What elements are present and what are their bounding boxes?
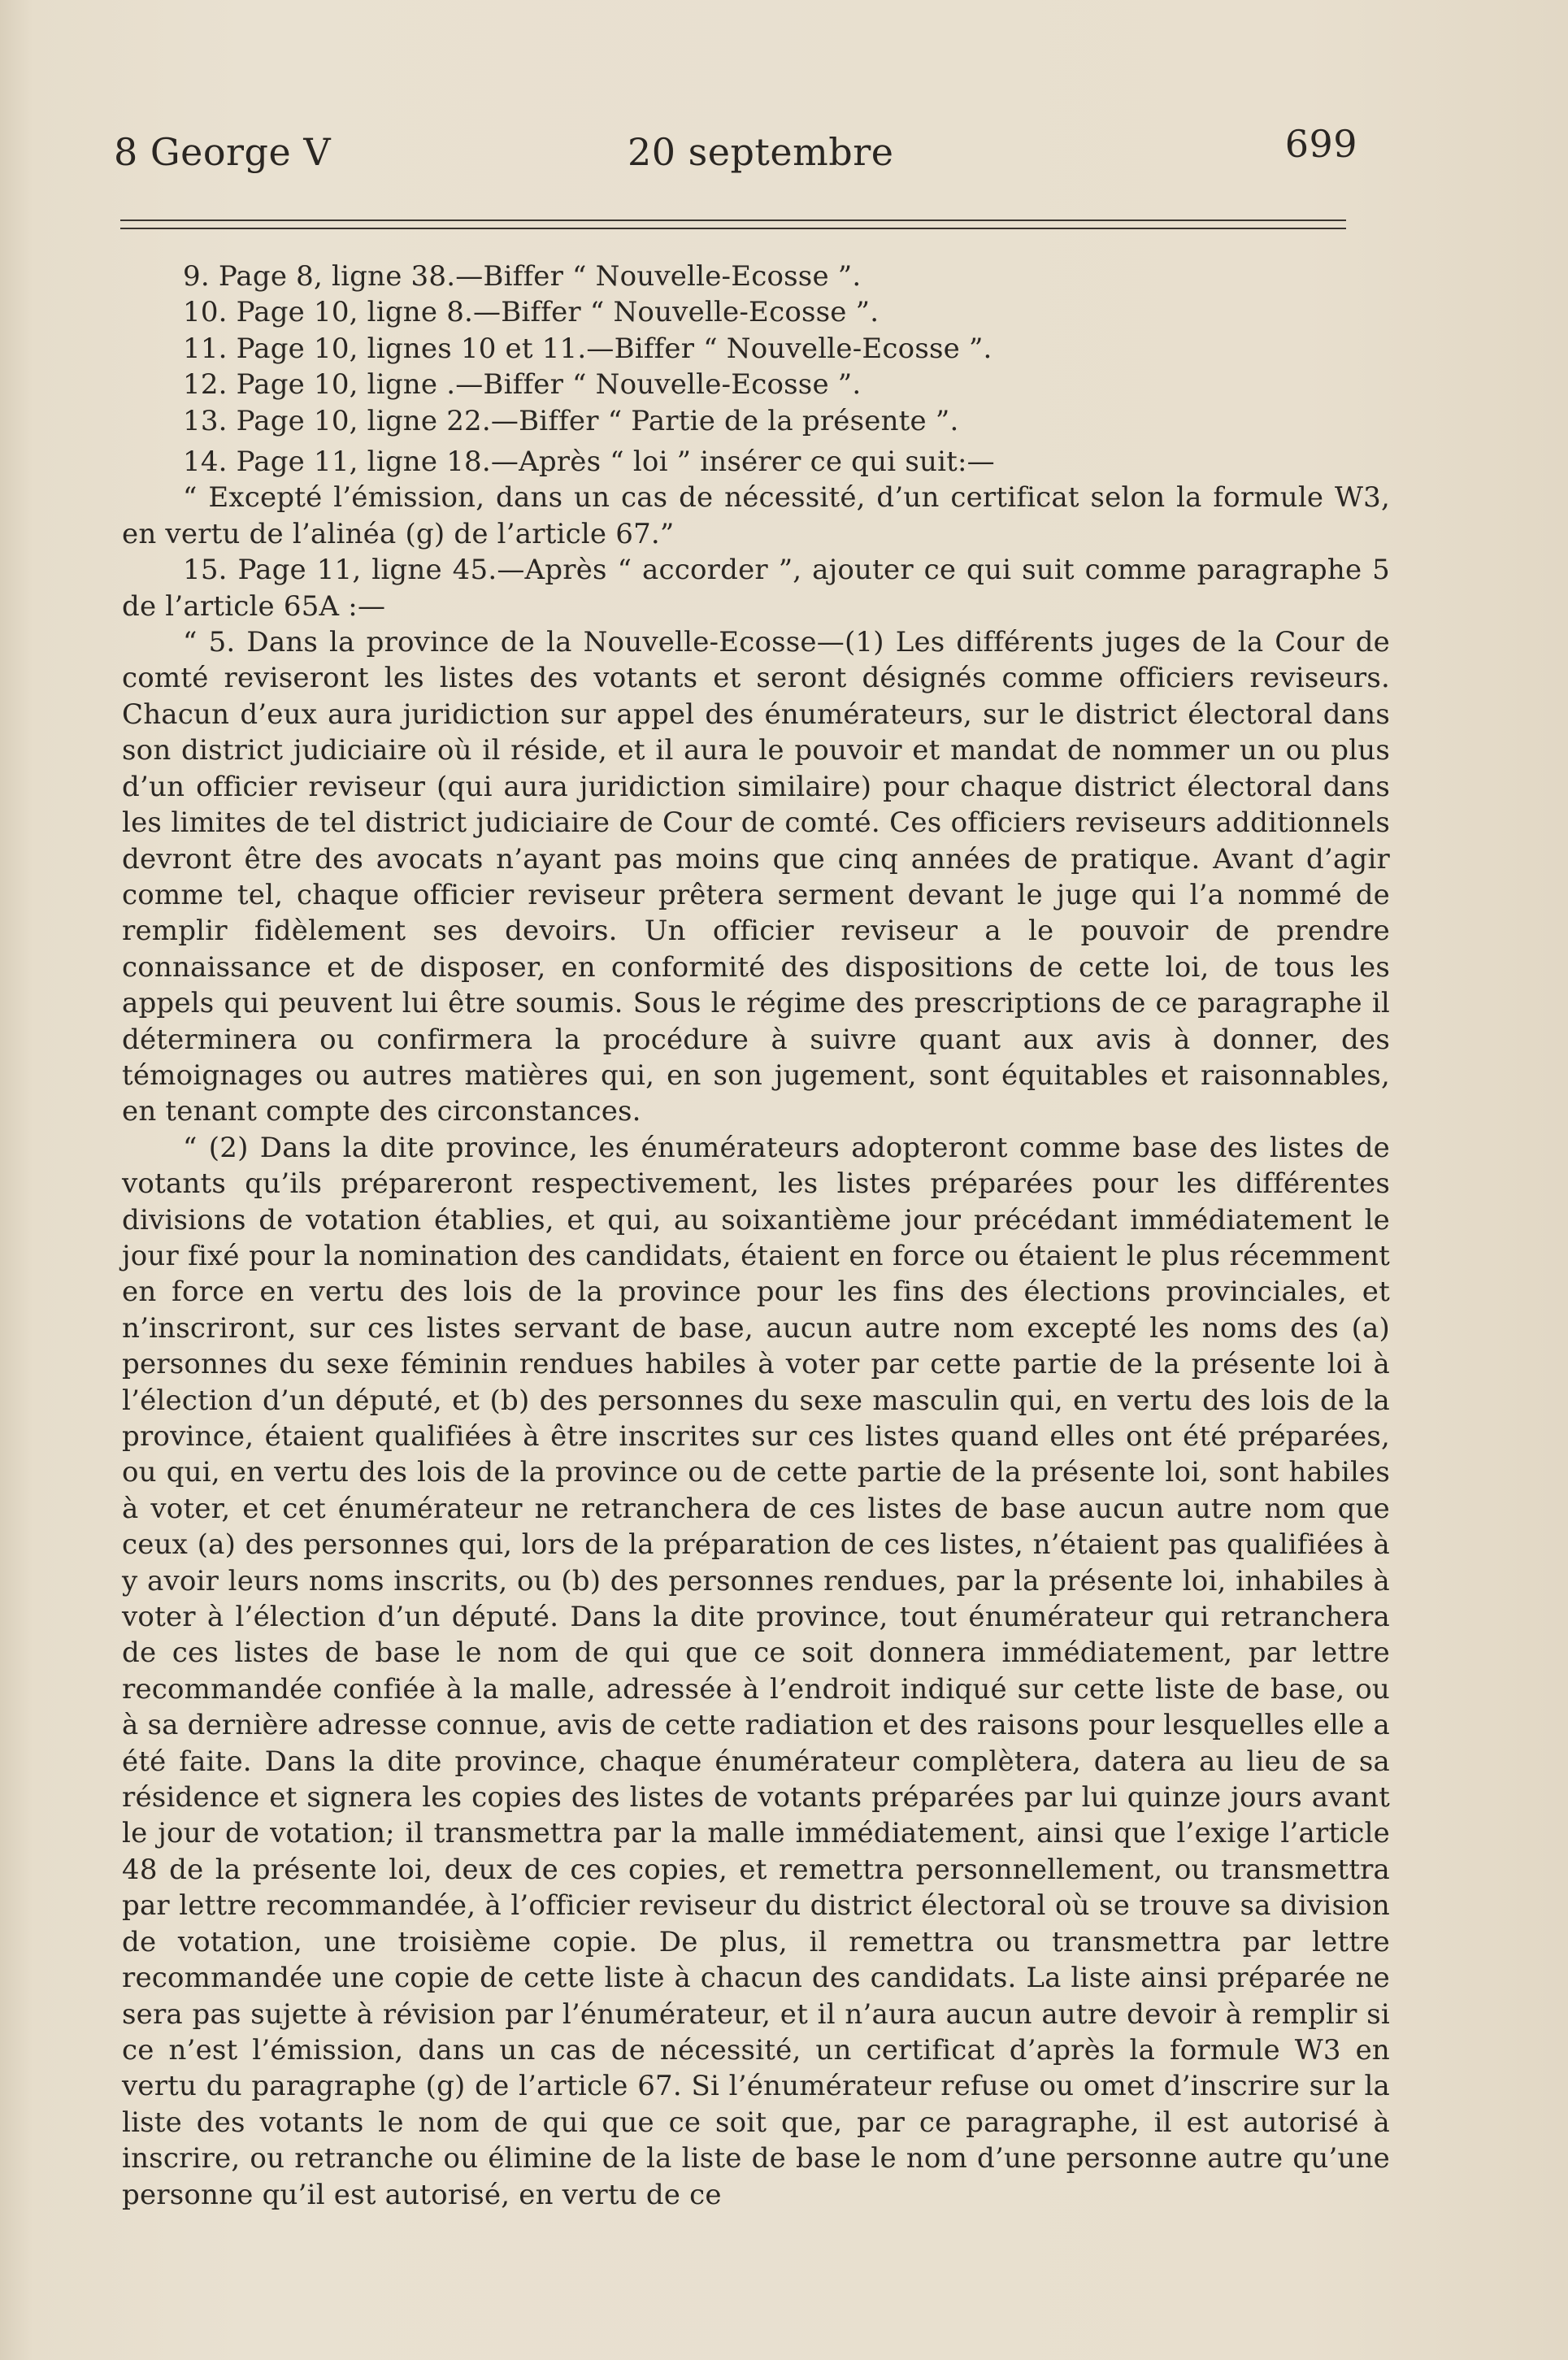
- list-item: 11. Page 10, lignes 10 et 11.—Biffer “ Nouvelle-Ecosse ”.: [183, 332, 992, 365]
- running-head-left: 8 George V: [114, 130, 332, 174]
- page-header: [114, 122, 1357, 195]
- paragraph-5-subsection-2: “ (2) Dans la dite province, les énumérateurs adopteront comme base des listes de votants qu’ils prépareront respectivement, les listes préparées pour les différentes divisions de votation établies, et qui, au soixantième jour précédant immédiatement le jour fixé pour la nomination des candidats, étaient en force ou étaient le plus récemment en force en vertu des lois de la province pour les fins des élections provinciales, et n’inscriront, sur ces listes servant de base, aucun autre nom excepté les noms des (a) personnes du sexe féminin rendues habiles à voter par cette partie de la présente loi à l’élection d’un député, et (b) des personnes du sexe masculin qui, en vertu des lois de la province, étaient qualifiées à être inscrites sur ces listes quand elles ont été préparées, ou qui, en vertu des lois de la province ou de cette partie de la présente loi, sont habiles à voter, et cet énumérateur ne retranchera de ces listes de base aucun autre nom que ceux (a) des personnes qui, lors de la préparation de ces listes, n’étaient pas qualifiées à y avoir leurs noms inscrits, ou (b) des personnes rendues, par la présente loi, inhabiles à voter à l’élection d’un député. Dans la dite province, tout énumérateur qui retranchera de ces listes de base le nom de qui que ce soit donnera immédiatement, par lettre recommandée confiée à la malle, adressée à l’endroit indiqué sur cette liste de base, ou à sa dernière adresse connue, avis de cette radiation et des raisons pour lesquelles elle a été faite. Dans la dite province, chaque énumérateur complètera, datera au lieu de sa résidence et signera les copies des listes de votants préparées par lui quinze jours avant le jour de votation; il transmettra par la malle immédiatement, ainsi que l’exige l’article 48 de la présente loi, deux de ces copies, et remettra personnellement, ou transmettra par lettre recommandée, à l’officier reviseur du district électoral où se trouve sa division de votation, une troisième copie. De plus, il remettra ou transmettra par lettre recommandée une copie de cette liste à chacun des candidats. La liste ainsi préparée ne sera pas sujette à révision par l’énumérateur, et il n’aura aucun autre devoir à remplir si ce n’est l’émission, dans un cas de nécessité, un certificat d’après la formule W3 en vertu du paragraphe (g) de l’article 67. Si l’énumérateur refuse ou omet d’inscrire sur la liste des votants le nom de qui que ce soit que, par ce paragraphe, il est autorisé à inscrire, ou retranche ou élimine de la liste de base le nom d’une personne autre qu’une personne qu’il est autorisé, en vertu de ce: [122, 1131, 1390, 2211]
- header-rule-bottom: [120, 228, 1346, 229]
- list-item: 14. Page 11, ligne 18.—Après “ loi ” insérer ce qui suit:—: [183, 445, 995, 479]
- list-item: 12. Page 10, ligne .—Biffer “ Nouvelle-Ecosse ”.: [183, 368, 862, 402]
- page-number: 699: [1284, 122, 1357, 166]
- document-body: [122, 259, 1390, 2213]
- list-item-15: 15. Page 11, ligne 45.—Après “ accorder ”, ajouter ce qui suit comme paragraphe 5 de l’article 65A :—: [122, 554, 1390, 623]
- list-item: 13. Page 10, ligne 22.—Biffer “ Partie de la présente ”.: [183, 404, 959, 437]
- quoted-text-item-14: “ Excepté l’émission, dans un cas de nécessité, d’un certificat selon la formule W3, en vertu de l’alinéa (g) de l’article 67.”: [122, 481, 1390, 550]
- header-rule-top: [120, 219, 1346, 221]
- list-item: 9. Page 8, ligne 38.—Biffer “ Nouvelle-Ecosse ”.: [183, 260, 862, 293]
- list-item: 10. Page 10, ligne 8.—Biffer “ Nouvelle-Ecosse ”.: [183, 296, 880, 329]
- running-head-date: 20 septembre: [628, 130, 894, 174]
- paragraph-5-subsection-1: “ 5. Dans la province de la Nouvelle-Ecosse—(1) Les différents juges de la Cour de comté reviseront les listes des votants et seront désignés comme officiers reviseurs. Chacun d’eux aura juridiction sur appel des énumérateurs, sur le district électoral dans son district judiciaire où il réside, et il aura le pouvoir et mandat de nommer un ou plus d’un officier reviseur (qui aura juridiction similaire) pour chaque district électoral dans les limites de tel district judiciaire de Cour de comté. Ces officiers reviseurs additionnels devront être des avocats n’ayant pas moins que cinq années de pratique. Avant d’agir comme tel, chaque officier reviseur prêtera serment devant le juge qui l’a nommé de remplir fidèlement ses devoirs. Un officier reviseur a le pouvoir de prendre connaissance et de disposer, en conformité des dispositions de cette loi, de tous les appels qui peuvent lui être soumis. Sous le régime des prescriptions de ce paragraphe il déterminera ou confirmera la procédure à suivre quant aux avis à donner, des témoignages ou autres matières qui, en son jugement, sont équitables et raisonnables, en tenant compte des circonstances.: [122, 626, 1390, 1128]
